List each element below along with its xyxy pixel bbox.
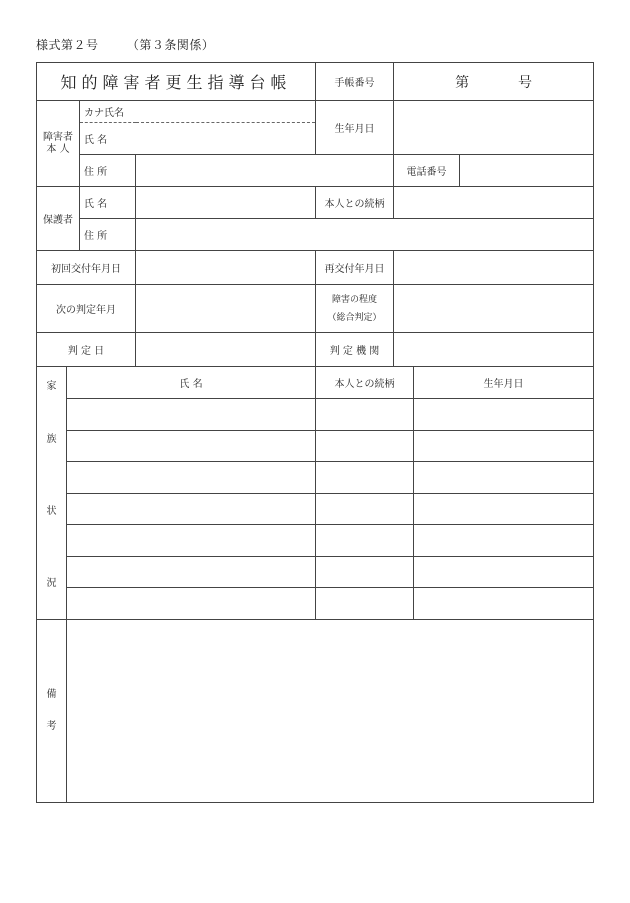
guardian-name-field[interactable]: [136, 187, 316, 219]
family-table: [36, 366, 594, 803]
remarks-char-2: 考: [46, 720, 57, 732]
judgement-org-field[interactable]: [394, 333, 594, 367]
phone-label: 電話番号: [394, 155, 460, 187]
family-row-birth[interactable]: [414, 462, 594, 494]
family-row-relation[interactable]: [316, 493, 414, 525]
family-row-name[interactable]: [67, 399, 316, 431]
family-col-name: 氏 名: [67, 367, 316, 399]
next-judgement-field[interactable]: [136, 285, 316, 333]
family-row-name[interactable]: [67, 430, 316, 462]
family-char-2: 族: [46, 433, 57, 445]
techo-number-field[interactable]: [394, 63, 594, 101]
family-row-name[interactable]: [67, 556, 316, 588]
techo-number-label: 手帳番号: [316, 63, 394, 101]
birth-date-label: 生年月日: [316, 101, 394, 155]
family-row-name[interactable]: [67, 462, 316, 494]
guardian-relation-field[interactable]: [394, 187, 594, 219]
birth-date-field[interactable]: [394, 101, 594, 155]
family-row-relation[interactable]: [316, 430, 414, 462]
person-address-label: 住 所: [80, 155, 136, 187]
form-number: 様式第２号: [36, 38, 99, 52]
phone-field[interactable]: [460, 155, 594, 187]
judgement-date-field[interactable]: [136, 333, 316, 367]
person-name-label: 氏 名: [80, 123, 136, 155]
family-row-relation[interactable]: [316, 588, 414, 620]
article-reference: （第３条関係）: [126, 38, 215, 52]
person-name-field[interactable]: [136, 123, 316, 155]
degree-label-line1: 障害の程度: [332, 294, 378, 305]
family-row-birth[interactable]: [414, 588, 594, 620]
first-issue-label: 初回交付年月日: [37, 251, 136, 285]
form-title: 知的障害者更生指導台帳: [37, 63, 316, 101]
family-row-birth[interactable]: [414, 399, 594, 431]
reissue-field[interactable]: [394, 251, 594, 285]
reissue-label: 再交付年月日: [316, 251, 394, 285]
family-row-relation[interactable]: [316, 399, 414, 431]
guardian-address-field[interactable]: [136, 219, 594, 251]
techo-go: 号: [517, 74, 532, 91]
person-group-label: 障害者 本 人: [37, 101, 80, 187]
family-label: [37, 367, 67, 620]
family-row-name[interactable]: [67, 588, 316, 620]
guardian-name-label: 氏 名: [80, 187, 136, 219]
kana-name-label: カナ氏名: [84, 108, 124, 119]
next-judgement-label: 次の判定年月: [37, 285, 136, 333]
degree-label: [316, 285, 394, 333]
family-row-birth[interactable]: [414, 556, 594, 588]
degree-label-line2: （総合判定）: [327, 312, 382, 323]
family-row-birth[interactable]: [414, 493, 594, 525]
person-address-field[interactable]: [136, 155, 394, 187]
guardian-address-label: 住 所: [80, 219, 136, 251]
degree-field[interactable]: [394, 285, 594, 333]
remarks-field[interactable]: [67, 619, 594, 802]
family-row-birth[interactable]: [414, 525, 594, 557]
ledger-form: [36, 62, 594, 367]
remarks-char-1: 備: [46, 688, 57, 700]
kana-name-field[interactable]: [80, 101, 316, 123]
family-row-birth[interactable]: [414, 430, 594, 462]
family-row-relation[interactable]: [316, 525, 414, 557]
family-col-birth: 生年月日: [414, 367, 594, 399]
judgement-org-label: 判 定 機 関: [316, 333, 394, 367]
family-row-relation[interactable]: [316, 462, 414, 494]
remarks-label: [37, 619, 67, 802]
family-col-relation: 本人との続柄: [316, 367, 414, 399]
family-row-name[interactable]: [67, 525, 316, 557]
first-issue-field[interactable]: [136, 251, 316, 285]
family-char-4: 況: [46, 577, 57, 589]
guardian-group-label: 保護者: [37, 187, 80, 251]
family-char-1: 家: [46, 380, 57, 392]
judgement-date-label: 判 定 日: [37, 333, 136, 367]
form-header: [36, 36, 238, 53]
guardian-relation-label: 本人との続柄: [316, 187, 394, 219]
family-row-name[interactable]: [67, 493, 316, 525]
family-row-relation[interactable]: [316, 556, 414, 588]
techo-dai: 第: [455, 74, 470, 91]
family-char-3: 状: [46, 505, 57, 517]
